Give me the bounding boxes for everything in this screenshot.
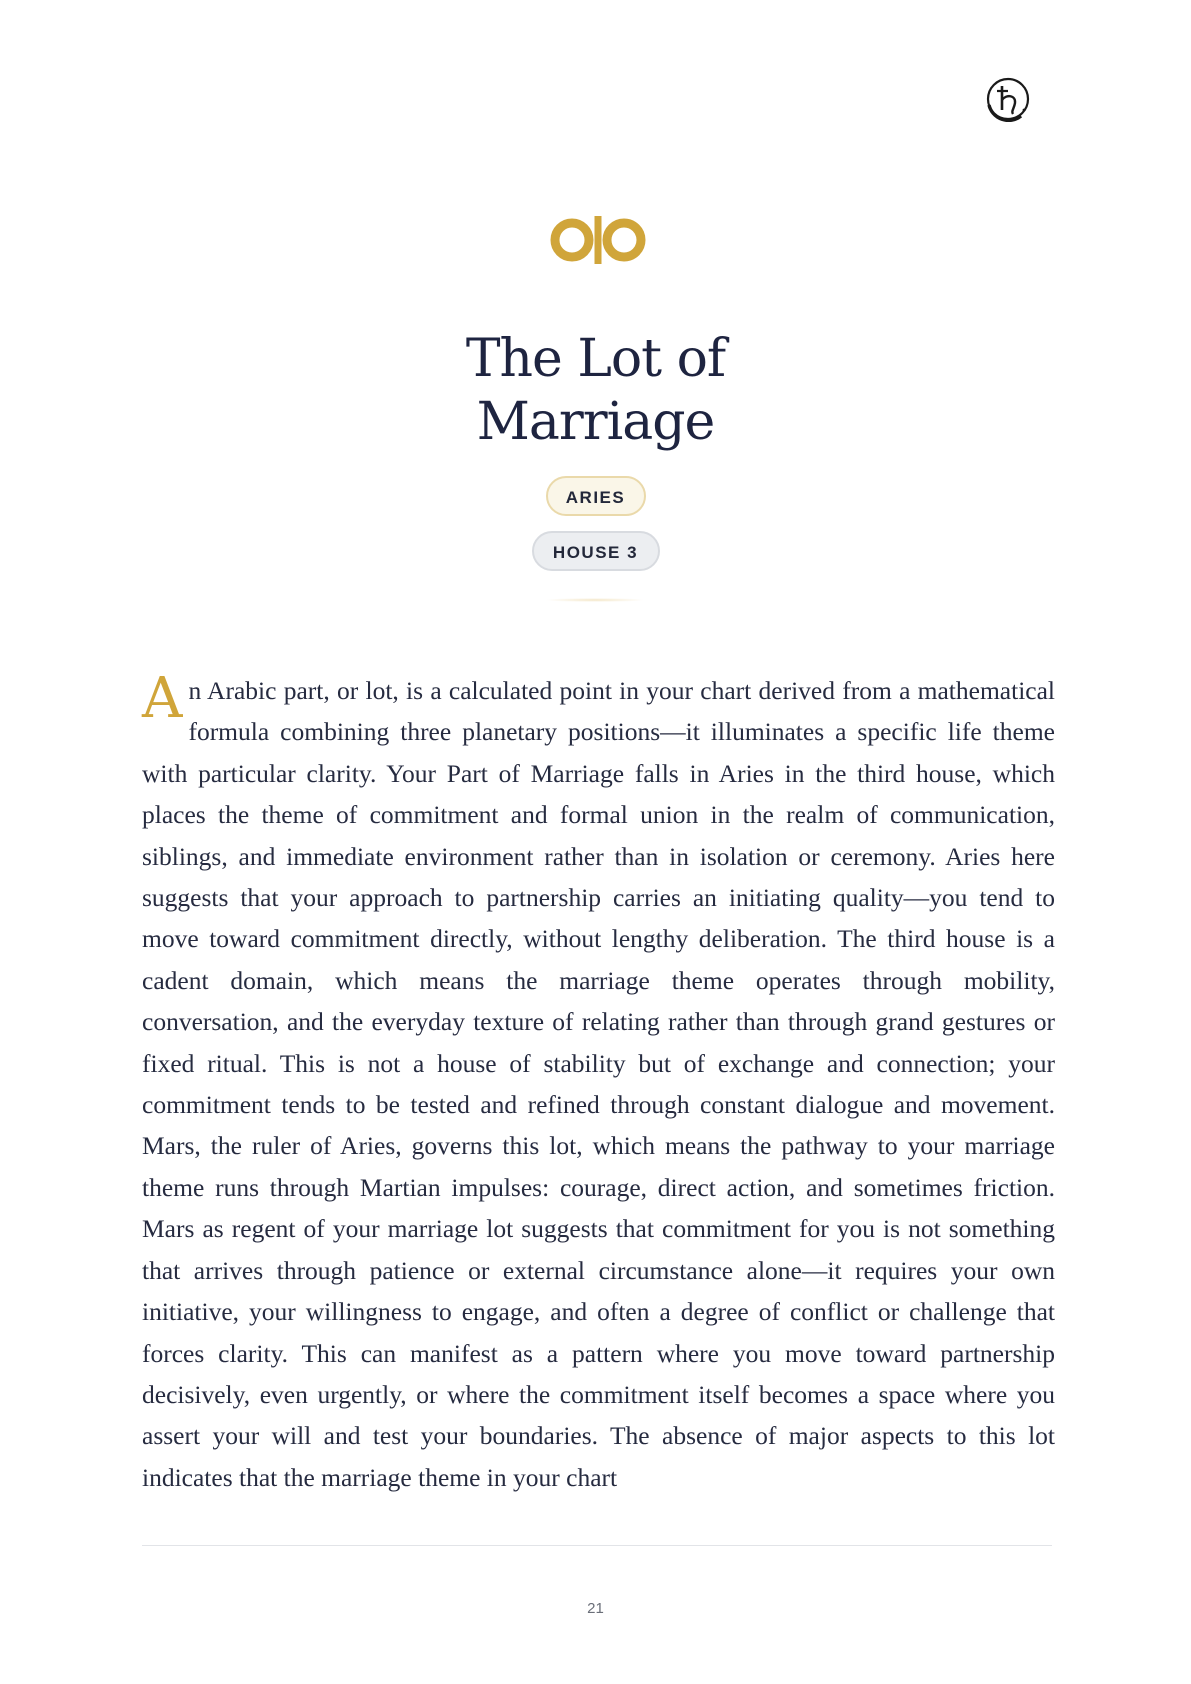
title-line-1: The Lot of	[465, 329, 726, 389]
page-number: 21	[587, 1600, 604, 1617]
title-line-2: Marriage	[476, 392, 715, 452]
drop-cap: A	[142, 666, 183, 731]
sign-badge: ARIES	[546, 476, 646, 516]
body-text: n Arabic part, or lot, is a calculated point in your chart derived from a mathematical formula combining three planetary positions—it illuminates a specific life theme with particular clarity. Your Part of Marriage falls in Aries in the third house, which places the theme of commitment and formal union in the realm of communication, siblings, and immediate environment rather than in isolation or ceremony. Aries here suggests that your approach to partnership carries an initiating quality—you tend to move toward commitment directly, without lengthy deliberation. The third house is a cadent domain, which means the marriage theme operates through mobility, conversation, and the everyday texture of relating rather than through grand gestures or fixed ritual. This is not a house of stability but of exchange and connection; your commitment tends to be tested and refined through constant dialogue and movement. Mars, the ruler of Aries, governs this lot, which means the pathway to your marriage theme runs through Martian impulses: courage, direct action, and sometimes friction. Mars as regent of your marriage lot suggests that commitment for you is not something that arrives through patience or external circumstance alone—it requires your own initiative, your willingness to engage, and often a degree of conflict or challenge that forces clarity. This can manifest as a pattern where you move toward partnership decisively, even urgently, or where the commitment itself becomes a space where you assert your will and test your boundaries. The absence of major aspects to this lot indicates that the marriage theme in your chart	[142, 676, 1055, 1492]
saturn-monogram-icon	[985, 76, 1031, 122]
house-badge: HOUSE 3	[532, 531, 660, 571]
footer-divider	[142, 1545, 1052, 1546]
page-title	[0, 328, 1191, 454]
lot-of-marriage-glyph-icon	[548, 212, 648, 268]
body-paragraph	[142, 666, 1055, 1498]
title-divider	[545, 598, 645, 602]
